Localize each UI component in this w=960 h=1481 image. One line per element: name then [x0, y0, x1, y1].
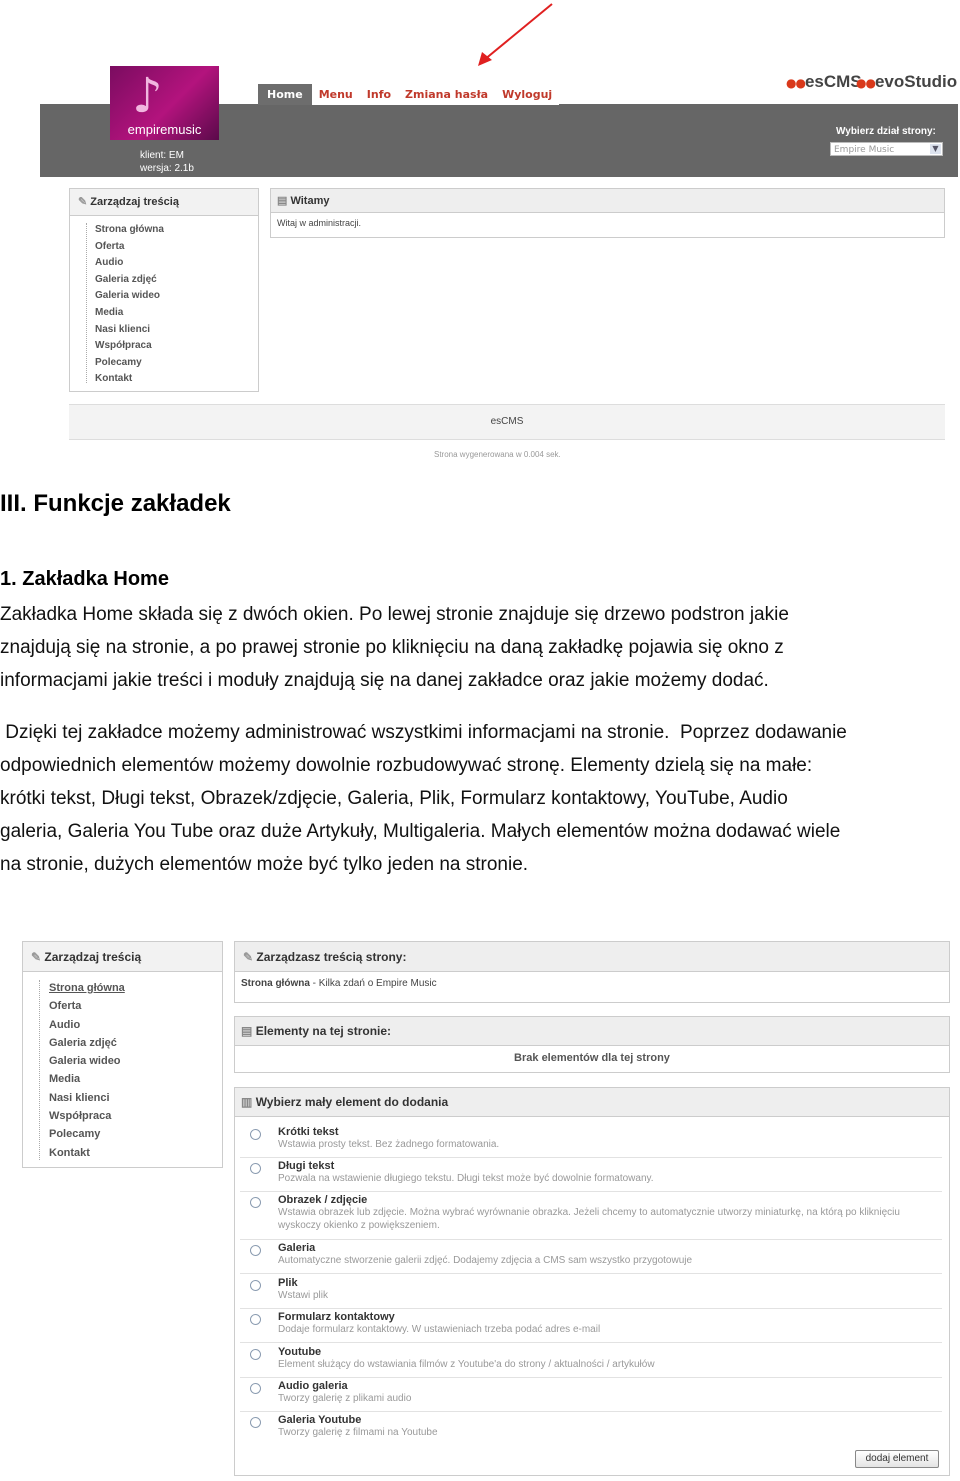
manage-content-header [70, 189, 258, 216]
option-title: Długi tekst [278, 1160, 335, 1172]
add-element-button[interactable]: dodaj element [855, 1450, 939, 1468]
paragraph-2-line: krótki tekst, Długi tekst, Obrazek/zdjęcie, Galeria, Plik, Formularz kontaktowy, YouTube, Audio [0, 788, 788, 809]
pencil-icon: ✎ [243, 950, 254, 964]
paragraph-2 [0, 716, 958, 881]
welcome-panel [270, 188, 945, 238]
tree-item-video-gallery[interactable]: Galeria wideo [49, 1055, 121, 1068]
tree-item-media[interactable]: Media [49, 1073, 81, 1086]
tab-home[interactable]: Home [258, 84, 312, 105]
radio-button[interactable] [250, 1383, 261, 1394]
tree-item-contact[interactable]: Kontakt [95, 373, 133, 385]
manage-content-header-2 [23, 942, 222, 972]
radio-button[interactable] [250, 1129, 261, 1140]
tree-item-photo-gallery[interactable]: Galeria zdjęć [95, 273, 157, 285]
manage-content-title: Zarządzaj treścią [90, 196, 179, 208]
tab-logout[interactable]: Wyloguj [495, 84, 559, 105]
tree-item-home[interactable]: Strona główna [95, 224, 164, 235]
radio-button[interactable] [250, 1349, 261, 1360]
tree-item-contact[interactable]: Kontakt [49, 1146, 90, 1159]
element-option-audio-gallery[interactable] [240, 1378, 942, 1412]
tree-item-audio[interactable]: Audio [95, 257, 124, 269]
tree-item-clients[interactable]: Nasi klienci [95, 323, 151, 335]
client-info [140, 149, 194, 175]
option-description: Tworzy galerię z filmami na Youtube [278, 1427, 438, 1438]
element-option-file[interactable] [240, 1275, 942, 1309]
escms-brand [786, 72, 862, 92]
option-description: Wstawia prosty tekst. Bez żadnego formatowania. [278, 1139, 500, 1150]
option-title: Audio galeria [278, 1380, 348, 1392]
tree-item-clients[interactable]: Nasi klienci [49, 1091, 110, 1104]
option-description: Element służący do wstawiania filmów z Youtube'a do strony / aktualności / artykułów [278, 1359, 655, 1370]
paragraph-1-line: informacjami jakie treści i moduły znajdują się na danej zakładce oraz jakie możemy dodać. [0, 670, 769, 691]
element-option-contact-form[interactable] [240, 1309, 942, 1343]
radio-button[interactable] [250, 1163, 261, 1174]
option-title: Plik [278, 1277, 298, 1289]
page-elements-header [235, 1017, 949, 1046]
version-line: wersja: 2.1b [140, 163, 194, 174]
tree-line [86, 223, 88, 383]
tree-item-home[interactable]: Strona główna [49, 982, 125, 994]
welcome-text: Witaj w administracji. [277, 218, 362, 228]
empiremusic-logo [110, 66, 219, 140]
radio-button[interactable] [250, 1197, 261, 1208]
option-description: Automatyczne stworzenie galerii zdjęć. Dodajemy zdjęcia a CMS sam wszystko przygotowuje [278, 1255, 693, 1266]
page-tree-2 [49, 979, 125, 1162]
option-description: Wstawia obrazek lub zdjęcie. Można wybrać wyrównanie obrazka. Jeżeli chcemy to automatycznie utworzy miniaturkę, na którą po kliknięciu [278, 1207, 900, 1218]
option-title: Obrazek / zdjęcie [278, 1194, 368, 1206]
paragraph-1-line: znajdują się na stronie, a po prawej stronie po kliknięciu na daną zakładkę pojawia się okno z [0, 637, 784, 658]
paragraph-1 [0, 598, 958, 697]
element-option-long-text[interactable] [240, 1158, 942, 1192]
generation-time-note: Strona wygenerowana w 0.004 sek. [434, 450, 561, 459]
option-title: Youtube [278, 1346, 322, 1358]
current-page-desc: - Kilka zdań o Empire Music [309, 978, 437, 989]
option-title: Galeria [278, 1242, 316, 1254]
tree-item-video-gallery[interactable]: Galeria wideo [95, 290, 161, 302]
element-option-image[interactable] [240, 1192, 942, 1240]
subsection-heading: 1. Zakładka Home [0, 568, 169, 590]
document-icon: ▤ [241, 1024, 253, 1038]
evostudio-brand-text: evoStudio [874, 72, 958, 91]
tree-item-recommended[interactable]: Polecamy [95, 356, 142, 368]
chevron-down-icon: ▼ [930, 144, 941, 154]
evostudio-brand [856, 72, 957, 92]
red-arrow-annotation [470, 0, 560, 70]
tab-menu[interactable]: Menu [312, 84, 360, 105]
paragraph-1-line: Zakładka Home składa się z dwóch okien. Po lewej stronie znajduje się drzewo podstron jakie [0, 604, 789, 625]
element-option-youtube-gallery[interactable] [240, 1412, 942, 1445]
manage-page-header [235, 942, 949, 972]
document-icon: ▤ [277, 195, 288, 207]
tree-item-photo-gallery[interactable]: Galeria zdjęć [49, 1036, 117, 1049]
client-line: klient: EM [140, 150, 184, 161]
tree-item-recommended[interactable]: Polecamy [49, 1128, 101, 1141]
manage-content-panel [69, 188, 259, 392]
radio-button[interactable] [250, 1280, 261, 1291]
paragraph-2-line: odpowiednich elementów możemy dowolnie rozbudowywać stronę. Elementy dzielą się na małe: [0, 755, 813, 776]
tree-item-media[interactable]: Media [95, 306, 124, 318]
current-page-name: Strona główna [241, 978, 310, 989]
manage-content-title-2: Zarządzaj treścią [44, 950, 142, 964]
no-elements-message: Brak elementów dla tej strony [514, 1052, 670, 1064]
section-select-value: Empire Music [834, 145, 895, 155]
page-elements-panel [234, 1016, 950, 1073]
radio-button[interactable] [250, 1417, 261, 1428]
paragraph-2-line: na stronie, dużych elementów może być tylko jeden na stronie. [0, 854, 529, 875]
add-element-header [235, 1088, 949, 1117]
element-option-short-text[interactable] [240, 1124, 942, 1158]
tree-item-offer[interactable]: Oferta [95, 240, 125, 252]
tree-line [39, 980, 41, 1160]
manage-page-panel [234, 941, 950, 1003]
paragraph-2-line: galeria, Galeria You Tube oraz duże Artykuły, Multigaleria. Małych elementów można dodawać wiele [0, 821, 841, 842]
option-title: Formularz kontaktowy [278, 1311, 395, 1323]
welcome-title: Witamy [290, 195, 330, 207]
paragraph-2-line: Dzięki tej zakładce możemy administrować wszystkimi informacjami na stronie. Poprzez dodawanie [0, 722, 847, 743]
option-description: Tworzy galerię z plikami audio [278, 1393, 412, 1404]
option-description: Pozwala na wstawienie długiego tekstu. Długi tekst może być dowolnie formatowany. [278, 1173, 654, 1184]
main-tab-bar [258, 84, 559, 105]
escms-dots-icon: ●● [786, 76, 805, 90]
tree-item-audio[interactable]: Audio [49, 1018, 81, 1031]
radio-button[interactable] [250, 1314, 261, 1325]
tab-info[interactable]: Info [360, 84, 398, 105]
documents-icon: ▥ [241, 1095, 253, 1109]
page-tree [95, 222, 164, 388]
tree-item-offer[interactable]: Oferta [49, 1000, 82, 1013]
element-option-gallery[interactable] [240, 1240, 942, 1274]
tab-change-password[interactable]: Zmiana hasła [398, 84, 495, 105]
evostudio-dots-icon: ●● [856, 76, 875, 90]
current-page-line [235, 972, 949, 995]
option-description: wyskoczy okienko z powiększeniem. [278, 1220, 440, 1231]
cms-footer: esCMS [69, 404, 945, 440]
option-description: Dodaje formularz kontaktowy. W ustawieniach trzeba podać adres e-mail [278, 1324, 601, 1335]
tree-item-cooperation[interactable]: Współpraca [49, 1110, 112, 1123]
welcome-header [271, 189, 944, 213]
option-title: Krótki tekst [278, 1126, 339, 1138]
escms-brand-text: esCMS [804, 72, 862, 91]
add-element-title: Wybierz mały element do dodania [255, 1095, 449, 1109]
manage-content-panel-2 [22, 941, 223, 1168]
section-heading: III. Funkcje zakładek [0, 490, 231, 517]
radio-button[interactable] [250, 1245, 261, 1256]
section-select-label: Wybierz dział strony: [836, 126, 936, 137]
pencil-icon: ✎ [78, 196, 88, 208]
element-option-youtube[interactable] [240, 1344, 942, 1378]
manage-page-title: Zarządzasz treścią strony: [256, 950, 407, 964]
tree-item-cooperation[interactable]: Współpraca [95, 340, 152, 352]
logo-mark-icon: ♪ [132, 68, 163, 124]
option-description: Wstawi plik [278, 1290, 329, 1301]
page-elements-title: Elementy na tej stronie: [255, 1024, 392, 1038]
option-title: Galeria Youtube [278, 1414, 362, 1426]
logo-text: empiremusic [127, 122, 202, 137]
pencil-icon: ✎ [31, 950, 42, 964]
section-select[interactable] [830, 142, 943, 156]
